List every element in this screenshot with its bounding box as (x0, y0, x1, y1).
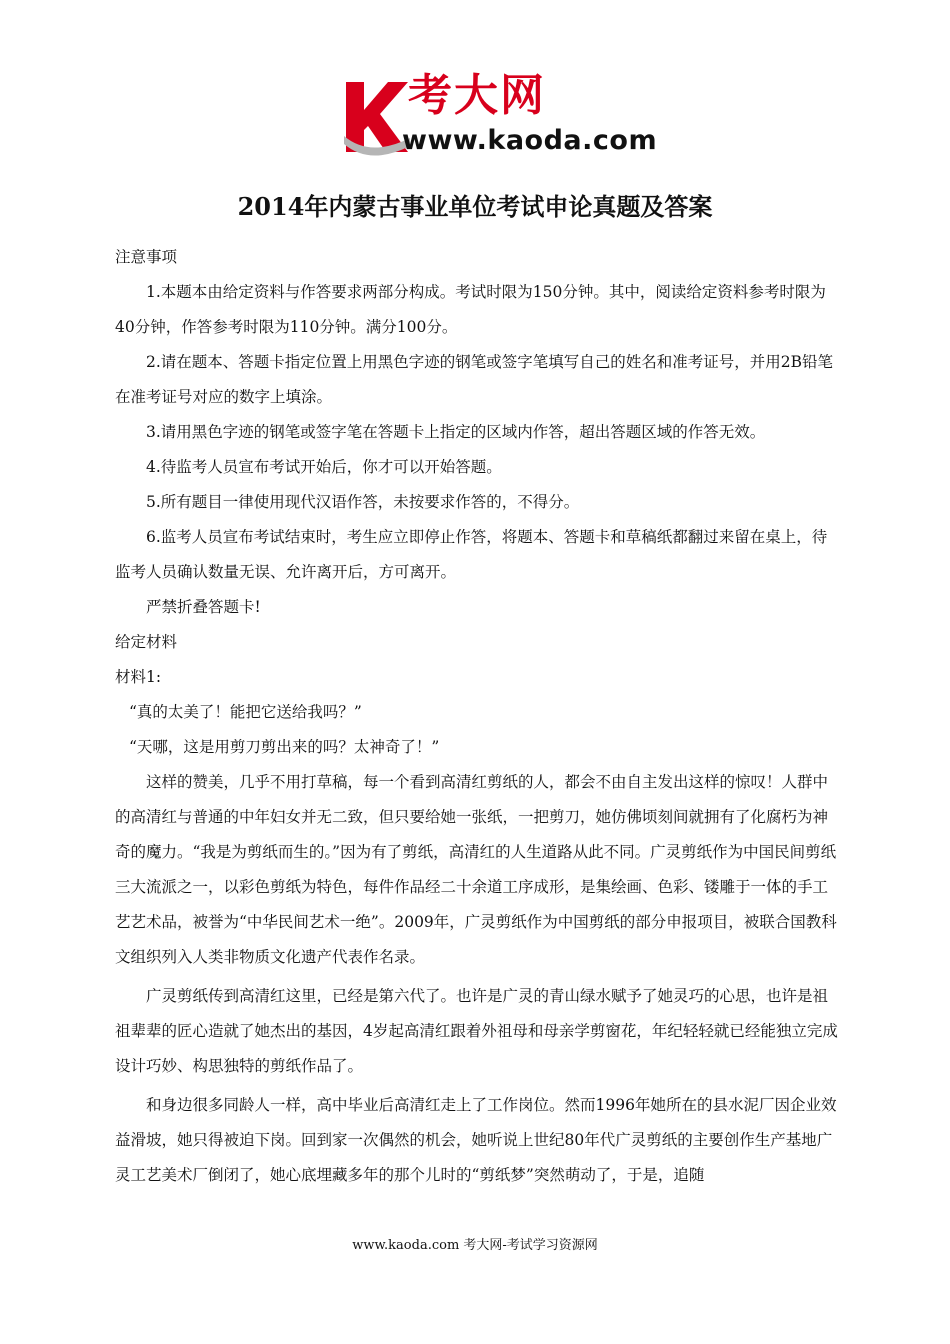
document-title: 2014年内蒙古事业单位考试申论真题及答案 (237, 192, 713, 221)
document-body (115, 240, 840, 1193)
quote-line: “天哪，这是用剪刀剪出来的吗？太神奇了！” (128, 738, 440, 756)
kaoda-logo (340, 68, 660, 160)
logo-url: www.kaoda.com (402, 125, 658, 156)
material-paragraph: 和身边很多同龄人一样，高中毕业后高清红走上了工作岗位。然而1996年她所在的县水泥厂因企业效益滑坡，她只得被迫下岗。回到家一次偶然的机会，她听说上世纪80年代广灵剪纸的主要创作生产基地广灵工艺美术厂倒闭了，她心底埋藏多年的那个儿时的“剪纸梦”突然萌动了，于是，追随 (115, 1096, 837, 1184)
logo-chinese-name: 考大网 (408, 70, 546, 121)
note-item: 1.本题本由给定资料与作答要求两部分构成。考试时限为150分钟。其中，阅读给定资料参考时限为40分钟，作答参考时限为110分钟。满分100分。 (115, 283, 826, 336)
note-item: 5.所有题目一律使用现代汉语作答，未按要求作答的，不得分。 (146, 493, 580, 511)
material-heading: 给定材料 (115, 633, 178, 651)
page-footer: www.kaoda.com 考大网-考试学习资源网 (352, 1238, 598, 1253)
quote-line: “真的太美了！能把它送给我吗？” (128, 703, 362, 721)
material-1-label: 材料1: (115, 668, 162, 686)
note-item: 2.请在题本、答题卡指定位置上用黑色字迹的钢笔或签字笔填写自己的姓名和准考证号，并用2B铅笔在准考证号对应的数字上填涂。 (115, 353, 834, 406)
note-item: 4.待监考人员宣布考试开始后，你才可以开始答题。 (146, 458, 502, 476)
note-item: 6.监考人员宣布考试结束时，考生应立即停止作答，将题本、答题卡和草稿纸都翻过来留在桌上，待监考人员确认数量无误、允许离开后，方可离开。 (115, 528, 828, 581)
note-warning: 严禁折叠答题卡! (146, 598, 261, 616)
note-item: 3.请用黑色字迹的钢笔或签字笔在答题卡上指定的区域内作答，超出答题区域的作答无效。 (146, 423, 766, 441)
material-paragraph: 广灵剪纸传到高清红这里，已经是第六代了。也许是广灵的青山绿水赋予了她灵巧的心思，也许是祖祖辈辈的匠心造就了她杰出的基因，4岁起高清红跟着外祖母和母亲学剪窗花，年纪轻轻就已经能独立完成设计巧妙、构思独特的剪纸作品了。 (115, 987, 838, 1075)
material-paragraph: 这样的赞美，几乎不用打草稿，每一个看到高清红剪纸的人，都会不由自主发出这样的惊叹！人群中的高清红与普通的中年妇女并无二致，但只要给她一张纸，一把剪刀，她仿佛顷刻间就拥有了化腐朽为神奇的魔力。“我是为剪纸而生的。”因为有了剪纸，高清红的人生道路从此不同。广灵剪纸作为中国民间剪纸三大流派之一，以彩色剪纸为特色，每件作品经二十余道工序成形，是集绘画、色彩、镂雕于一体的手工艺艺术品，被誉为“中华民间艺术一绝”。2009年，广灵剪纸作为中国剪纸的部分申报项目，被联合国教科文组织列入人类非物质文化遗产代表作名录。 (115, 773, 837, 966)
notes-heading: 注意事项 (115, 248, 178, 266)
